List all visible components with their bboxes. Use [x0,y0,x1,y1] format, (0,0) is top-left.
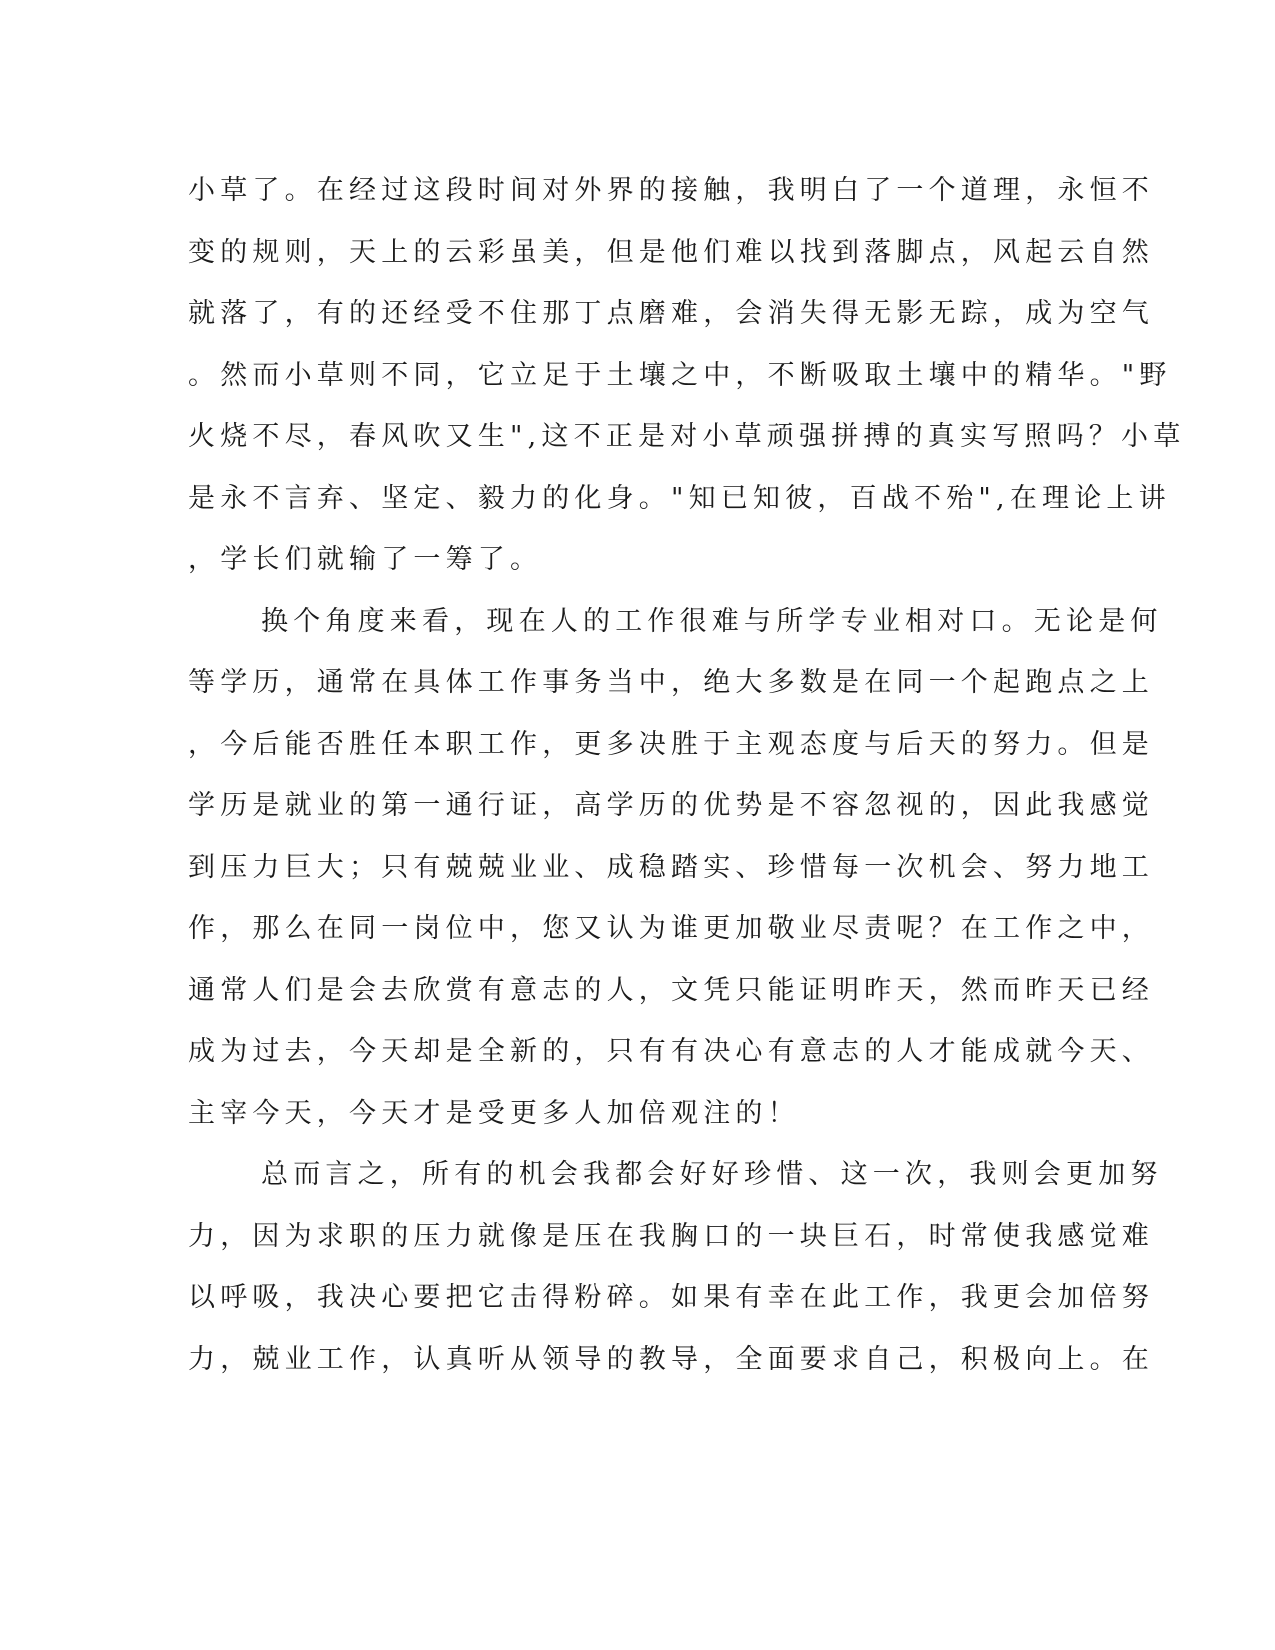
text-line: 到压力巨大；只有兢兢业业、成稳踏实、珍惜每一次机会、努力地工 [188,851,1154,883]
text-line: 力，兢业工作，认真听从领导的教导，全面要求自己，积极向上。在 [188,1343,1154,1375]
text-line: 火烧不尽，春风吹又生",这不正是对小草顽强拼搏的真实写照吗？小草 [188,421,1186,452]
text-line: 变的规则，天上的云彩虽美，但是他们难以找到落脚点，风起云自然 [188,236,1154,268]
paragraph-first-line: 总而言之，所有的机会我都会好好珍惜、这一次，我则会更加努 [261,1159,1163,1190]
text-line: 主宰今天，今天才是受更多人加倍观注的！ [188,1097,800,1129]
paragraph-first-line: 换个角度来看，现在人的工作很难与所学专业相对口。无论是何 [261,605,1163,637]
text-line: 作，那么在同一岗位中，您又认为谁更加敬业尽责呢？在工作之中， [188,913,1154,944]
text-line: 力，因为求职的压力就像是压在我胸口的一块巨石，时常使我感觉难 [188,1220,1154,1252]
document-body [188,160,1186,1390]
text-line: ，学长们就输了一筹了。 [188,544,543,575]
text-line: 就落了，有的还经受不住那丁点磨难，会消失得无影无踪，成为空气 [188,298,1154,329]
text-line: ，今后能否胜任本职工作，更多决胜于主观态度与后天的努力。但是 [188,728,1154,760]
text-line: 小草了。在经过这段时间对外界的接触，我明白了一个道理，永恒不 [188,175,1154,206]
text-line: 学历是就业的第一通行证，高学历的优势是不容忽视的，因此我感觉 [188,790,1154,821]
text-line: 。然而小草则不同，它立足于土壤之中，不断吸取土壤中的精华。"野 [188,359,1172,391]
text-line: 通常人们是会去欣赏有意志的人，文凭只能证明昨天，然而昨天已经 [188,974,1154,1006]
text-line: 等学历，通常在具体工作事务当中，绝大多数是在同一个起跑点之上 [188,667,1154,698]
text-line: 以呼吸，我决心要把它击得粉碎。如果有幸在此工作，我更会加倍努 [188,1282,1154,1313]
text-line: 成为过去，今天却是全新的，只有有决心有意志的人才能成就今天、 [188,1036,1154,1067]
text-line: 是永不言弃、坚定、毅力的化身。"知已知彼，百战不殆",在理论上讲 [188,482,1171,514]
